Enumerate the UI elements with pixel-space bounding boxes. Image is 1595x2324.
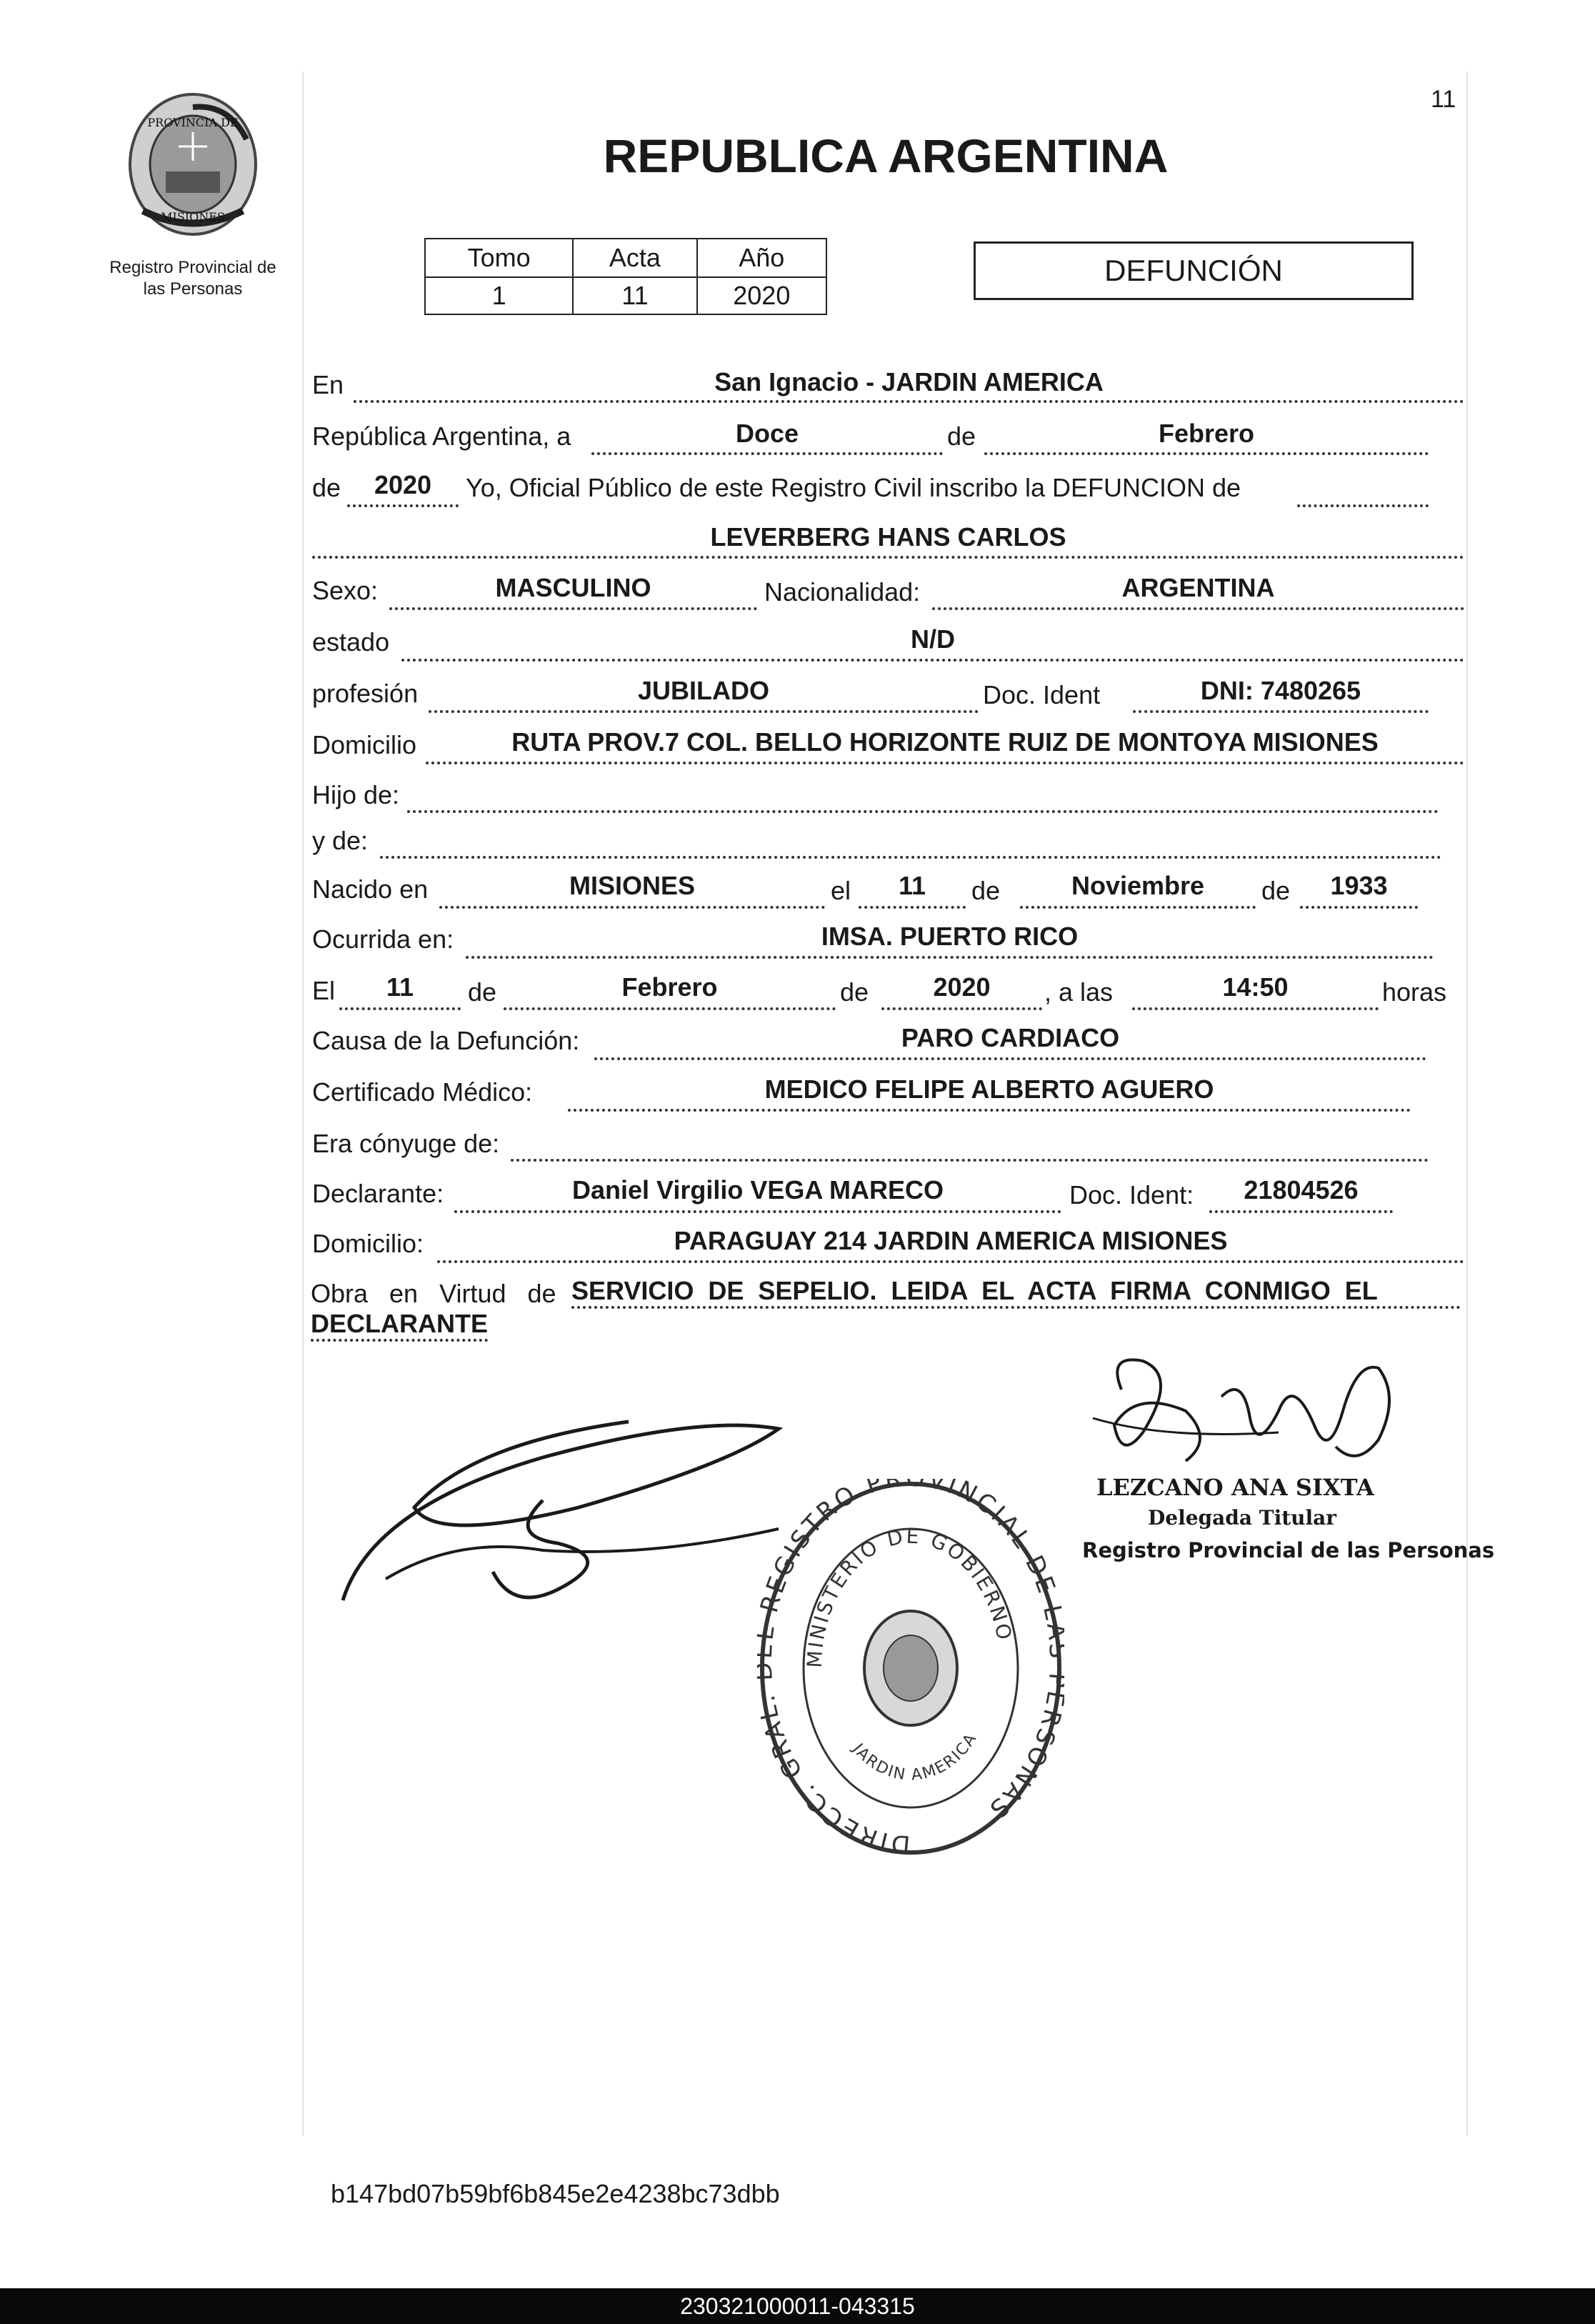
- label-de-2: de: [312, 473, 341, 502]
- province-logo: [121, 89, 264, 239]
- record-type-box: DEFUNCIÓN: [974, 241, 1414, 300]
- field-ocurrida-en: IMSA. PUERTO RICO: [821, 922, 1079, 951]
- record-table-header-row: [425, 239, 826, 277]
- underline-def-dia: [339, 1007, 461, 1010]
- underline-hora: [1132, 1007, 1379, 1010]
- field-declarante-domicilio: PARAGUAY 214 JARDIN AMERICA MISIONES: [674, 1226, 1228, 1255]
- label-nacionalidad: Nacionalidad:: [764, 577, 921, 607]
- stamp-bottom-text: JARDIN AMERICA: [849, 1730, 981, 1785]
- underline-hijo-de: [407, 810, 1439, 813]
- field-domicilio: RUTA PROV.7 COL. BELLO HORIZONTE RUIZ DE MONTOYA MISIONES: [511, 727, 1379, 757]
- underline-declarante-domicilio: [437, 1260, 1464, 1263]
- label-horas: horas: [1382, 977, 1447, 1007]
- underline-profesion: [429, 710, 979, 713]
- field-declarante-doc: 21804526: [1244, 1175, 1359, 1205]
- field-mes: Febrero: [1158, 419, 1255, 448]
- value-acta: 11: [573, 277, 696, 314]
- label-de-1: de: [947, 422, 976, 451]
- underline-fallecido: [312, 556, 1464, 559]
- svg-text:JARDIN AMERICA: [848, 1730, 981, 1784]
- header-anio: Año: [697, 239, 826, 277]
- underline-inscribo-tail: [1297, 504, 1429, 507]
- label-republica: República Argentina, a: [312, 422, 571, 451]
- field-sexo: MASCULINO: [495, 573, 651, 602]
- underline-certificado: [568, 1109, 1411, 1112]
- field-anio: 2020: [374, 470, 432, 499]
- field-estado: N/D: [911, 624, 955, 654]
- logo-caption-line1: Registro Provincial de: [109, 258, 276, 277]
- underline-declarante-doc: [1209, 1210, 1393, 1213]
- label-conyuge: Era cónyuge de:: [312, 1129, 500, 1158]
- underline-sexo: [389, 607, 757, 610]
- underline-nacionalidad: [932, 607, 1464, 610]
- underline-mes: [984, 452, 1429, 455]
- field-fallecido: LEVERBERG HANS CARLOS: [710, 522, 1066, 552]
- label-doc-ident: Doc. Ident: [983, 680, 1101, 709]
- label-certificado: Certificado Médico:: [312, 1077, 533, 1107]
- field-nacido-en: MISIONES: [569, 871, 696, 900]
- official-name: LEZCANO ANA SIXTA: [1096, 1474, 1374, 1501]
- underline-nacido-en: [439, 906, 825, 909]
- field-dia-letras: Doce: [735, 419, 799, 448]
- label-inscribo: Yo, Oficial Público de este Registro Civil inscribo la DEFUNCION de: [466, 473, 1241, 502]
- header-tomo: Tomo: [425, 239, 573, 277]
- field-nacionalidad: ARGENTINA: [1121, 573, 1275, 602]
- field-lugar: San Ignacio - JARDIN AMERICA: [714, 367, 1104, 397]
- official-title: Delegada Titular: [1148, 1506, 1337, 1530]
- page-title: REPUBLICA ARGENTINA: [603, 129, 1169, 182]
- logo-caption: [86, 257, 300, 300]
- underline-estado: [401, 659, 1464, 662]
- underline-ocurrida-en: [466, 956, 1434, 959]
- field-documento: DNI: 7480265: [1200, 676, 1361, 705]
- label-de-6: de: [840, 977, 869, 1007]
- field-declarante: Daniel Virgilio VEGA MARECO: [571, 1175, 944, 1205]
- field-def-dia: 11: [386, 972, 414, 1002]
- label-el: El: [312, 976, 336, 1005]
- label-doc-ident-declarante: Doc. Ident:: [1069, 1180, 1194, 1210]
- label-en: En: [312, 370, 344, 399]
- label-ocurrida-en: Ocurrida en:: [312, 924, 454, 954]
- field-nacido-mes: Noviembre: [1071, 871, 1205, 900]
- document-hash: b147bd07b59bf6b845e2e4238bc73dbb: [331, 2179, 780, 2208]
- label-obra: Obra en Virtud de: [311, 1279, 556, 1308]
- field-hora: 14:50: [1222, 972, 1289, 1002]
- underline-nacido-mes: [1020, 906, 1256, 909]
- field-def-anio: 2020: [933, 972, 991, 1002]
- value-tomo: 1: [425, 277, 573, 314]
- label-el-lower: el: [831, 876, 851, 905]
- label-de-5: de: [468, 977, 497, 1007]
- label-de-4: de: [1261, 876, 1291, 905]
- footer-code: 230321000011-043315: [680, 2293, 915, 2319]
- label-estado: estado: [312, 627, 390, 657]
- field-obra-linea2: DECLARANTE: [311, 1309, 488, 1342]
- label-domicilio: Domicilio: [312, 730, 417, 759]
- label-domicilio-declarante: Domicilio:: [312, 1229, 424, 1258]
- footer-bar: [0, 2288, 1595, 2324]
- stamp-outer-text: DIRECC. GRA REGISTRO PR VINCIAL DE RSONAS: [757, 1479, 1064, 1857]
- underline-domicilio: [426, 762, 1464, 764]
- svg-text:PROVINCIA DE: PROVINCIA DE: [147, 116, 239, 129]
- underline-causa: [594, 1057, 1426, 1060]
- label-de-3: de: [971, 876, 1001, 905]
- left-margin-line: [302, 71, 304, 2136]
- label-declarante: Declarante:: [312, 1179, 444, 1208]
- label-y-de: y de:: [312, 826, 369, 855]
- field-nacido-dia: 11: [898, 871, 926, 900]
- record-table-value-row: [425, 277, 826, 314]
- header-acta: Acta: [573, 239, 696, 277]
- field-certificado: MEDICO FELIPE ALBERTO AGUERO: [764, 1074, 1214, 1104]
- declarant-signature: [329, 1400, 793, 1650]
- underline-y-de: [380, 856, 1441, 859]
- underline-documento: [1133, 710, 1429, 713]
- underline-def-anio: [881, 1007, 1042, 1010]
- underline-dia: [591, 452, 943, 455]
- field-def-mes: Febrero: [621, 972, 718, 1002]
- record-table: [424, 238, 827, 315]
- value-anio: 2020: [697, 277, 826, 314]
- label-hijo-de: Hijo de:: [312, 780, 400, 809]
- label-sexo: Sexo:: [312, 576, 379, 605]
- stamp-inner-text: MINISTERIO DE GOBIERNO: [802, 1524, 1017, 1669]
- official-office: Registro Provincial de las Personas: [1082, 1538, 1495, 1562]
- label-causa: Causa de la Defunción:: [312, 1026, 580, 1055]
- logo-caption-line2: las Personas: [143, 279, 243, 299]
- underline-declarante: [454, 1210, 1061, 1213]
- svg-text:MISIONES: MISIONES: [161, 210, 225, 224]
- label-nacido-en: Nacido en: [312, 874, 429, 904]
- underline-anio: [347, 504, 459, 507]
- label-profesion: profesión: [312, 679, 419, 708]
- field-profesion: JUBILADO: [637, 676, 769, 705]
- underline-nacido-anio: [1300, 906, 1418, 909]
- page-number: 11: [1431, 86, 1456, 113]
- label-a-las: , a las: [1044, 977, 1114, 1007]
- underline-nacido-dia: [859, 906, 966, 909]
- field-nacido-anio: 1933: [1330, 871, 1388, 900]
- official-stamp: [757, 1479, 1064, 1857]
- underline-lugar: [354, 400, 1464, 403]
- underline-def-mes: [504, 1007, 836, 1010]
- underline-conyuge: [511, 1159, 1429, 1162]
- right-margin-line: [1466, 71, 1468, 2136]
- field-obra-linea1: SERVICIO DE SEPELIO. LEIDA EL ACTA FIRMA CONMIGO EL: [571, 1276, 1461, 1309]
- field-causa: PARO CARDIACO: [901, 1023, 1120, 1052]
